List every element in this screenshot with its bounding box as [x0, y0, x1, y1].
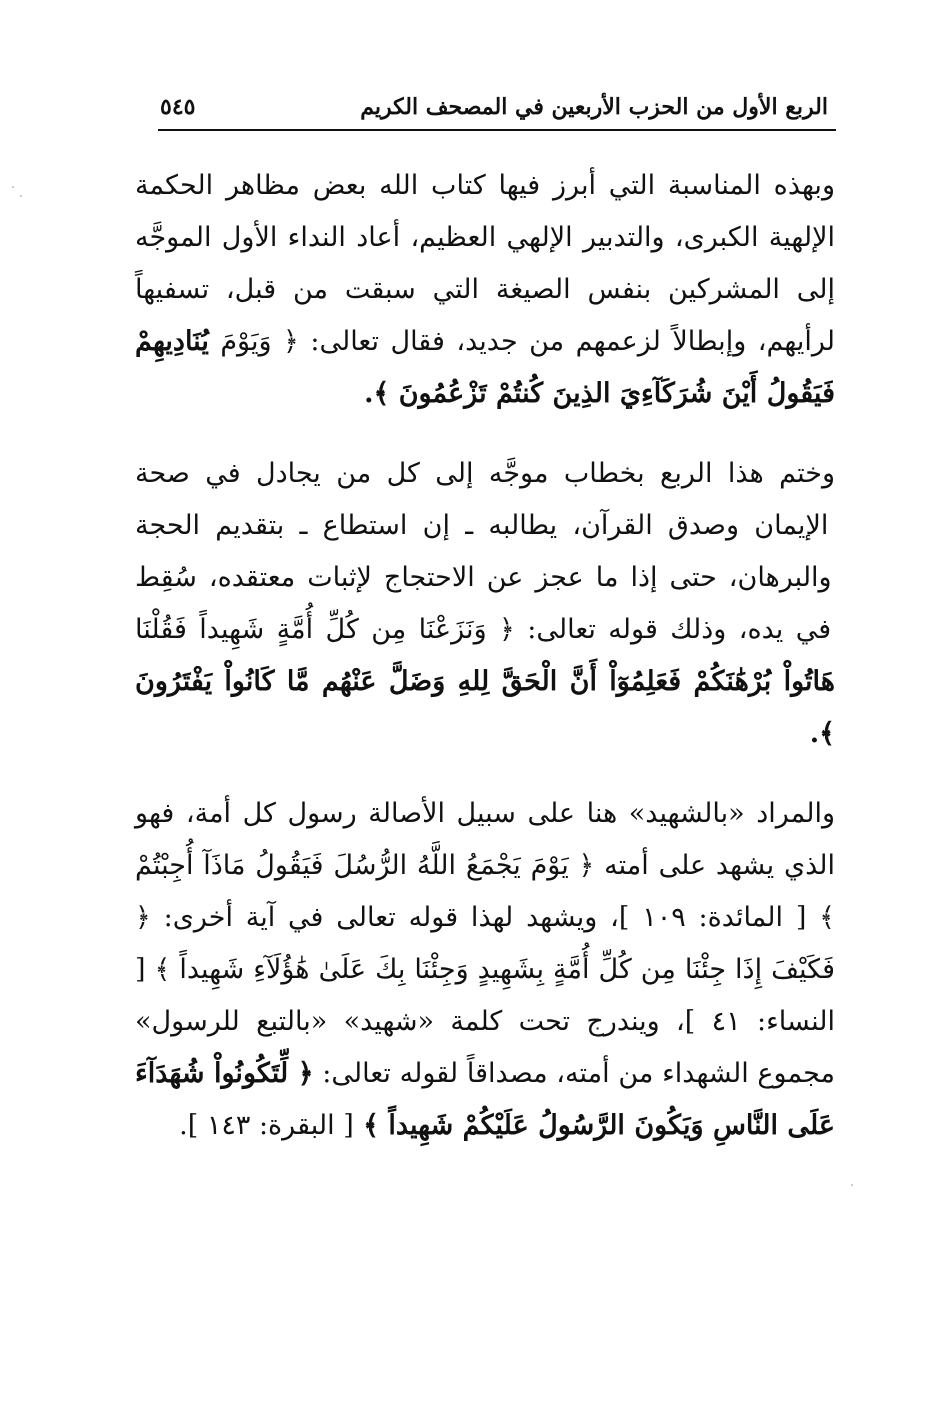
text-line: الأول الموجَّه إلى المشركين بنفس الصيغة التي سبقت من قبل، [135, 222, 835, 305]
text-line: يَفْتَرُونَ ﴾. [135, 666, 835, 749]
scan-speck [20, 195, 22, 197]
text-line: ﴿ لِّتَكُونُواْ شُهَدَآءَ عَلَى النَّاسِ وَيَكُونَ الرَّسُولُ عَلَيْكُمْ شَهِيداً ﴾ [135, 1058, 835, 1141]
scan-speck [851, 1184, 853, 1186]
text-line: [ البقرة: ١٤٣ ]. [179, 1110, 354, 1141]
scan-speck [12, 186, 14, 188]
text-line: تسفيهاً لرأيهم، وإبطالاً لزعمهم من جديد، فقال تعالى: ﴿ وَيَوْمَ [135, 274, 835, 357]
text-line: وختم هذا الربع بخطاب موجَّه إلى كل من يجادل في [189, 458, 835, 489]
text-line: يُنَادِيهِمْ فَيَقُولُ أَيْنَ شُرَكَآءِيَ الذِينَ كُنتُمْ تَزْعُمُونَ ﴾. [135, 326, 835, 409]
text-line: هَٰؤُلَآءِ شَهِيداً ﴾ [ النساء: ٤١ ]، ويندرج تحت كلمة «شهيد» [135, 954, 835, 1037]
text-line: فهو الذي يشهد على أمته ﴿ يَوْمَ يَجْمَعُ اللَّهُ الرُّسُلَ فَيَقُولُ مَاذَآ [135, 798, 835, 881]
text-line: صحة الإيمان وصدق القرآن، يطالبه ـ إن استطاع ـ بتقديم الحجة [135, 458, 829, 541]
paragraph-1 [135, 160, 835, 420]
text-line: أُجِبْتُمْ ﴾ [ المائدة: ١٠٩ ]، ويشهد لهذا قوله تعالى في آية [135, 850, 835, 933]
text-line: والمراد «بالشهيد» هنا على سبيل الأصالة رسول كل أمة، [174, 798, 835, 829]
text-line: أخرى: ﴿ فَكَيْفَ إِذَا جِئْنَا مِن كُلِّ أُمَّةٍ بِشَهِيدٍ وَجِئْنَا بِكَ عَلَىٰ [135, 902, 835, 985]
text-line: والبرهان، حتى إذا ما عجز عن الاحتجاج لإثبات معتقده، سُقِط [135, 562, 832, 593]
body-text [135, 160, 835, 1180]
text-line: هَاتُواْ بُرْهَٰنَكُمْ فَعَلِمُوٓاْ أَنَّ الْحَقَّ لِلهِ وَضَلَّ عَنْهُم مَّا كَانُواْ [212, 666, 835, 697]
paragraph-2 [135, 448, 835, 760]
text-line: «بالتبع للرسول» مجموع الشهداء من أمته، مصداقاً لقوله تعالى: [135, 1006, 835, 1089]
paragraph-3 [135, 788, 835, 1152]
text-line: الحكمة الإلهية الكبرى، والتدبير الإلهي العظيم، أعاد النداء [135, 170, 835, 253]
header-title: الربع الأول من الحزب الأربعين في المصحف الكريم [360, 94, 828, 120]
header-rule [158, 129, 836, 131]
running-header [158, 90, 836, 130]
text-line: في يده، وذلك قوله تعالى: ﴿ وَنَزَعْنَا مِن كُلِّ أُمَّةٍ شَهِيداً فَقُلْنَا [135, 614, 832, 645]
page-number: ٥٤٥ [160, 94, 196, 120]
text-line: وبهذه المناسبة التي أبرز فيها كتاب الله بعض مظاهر [213, 170, 835, 201]
